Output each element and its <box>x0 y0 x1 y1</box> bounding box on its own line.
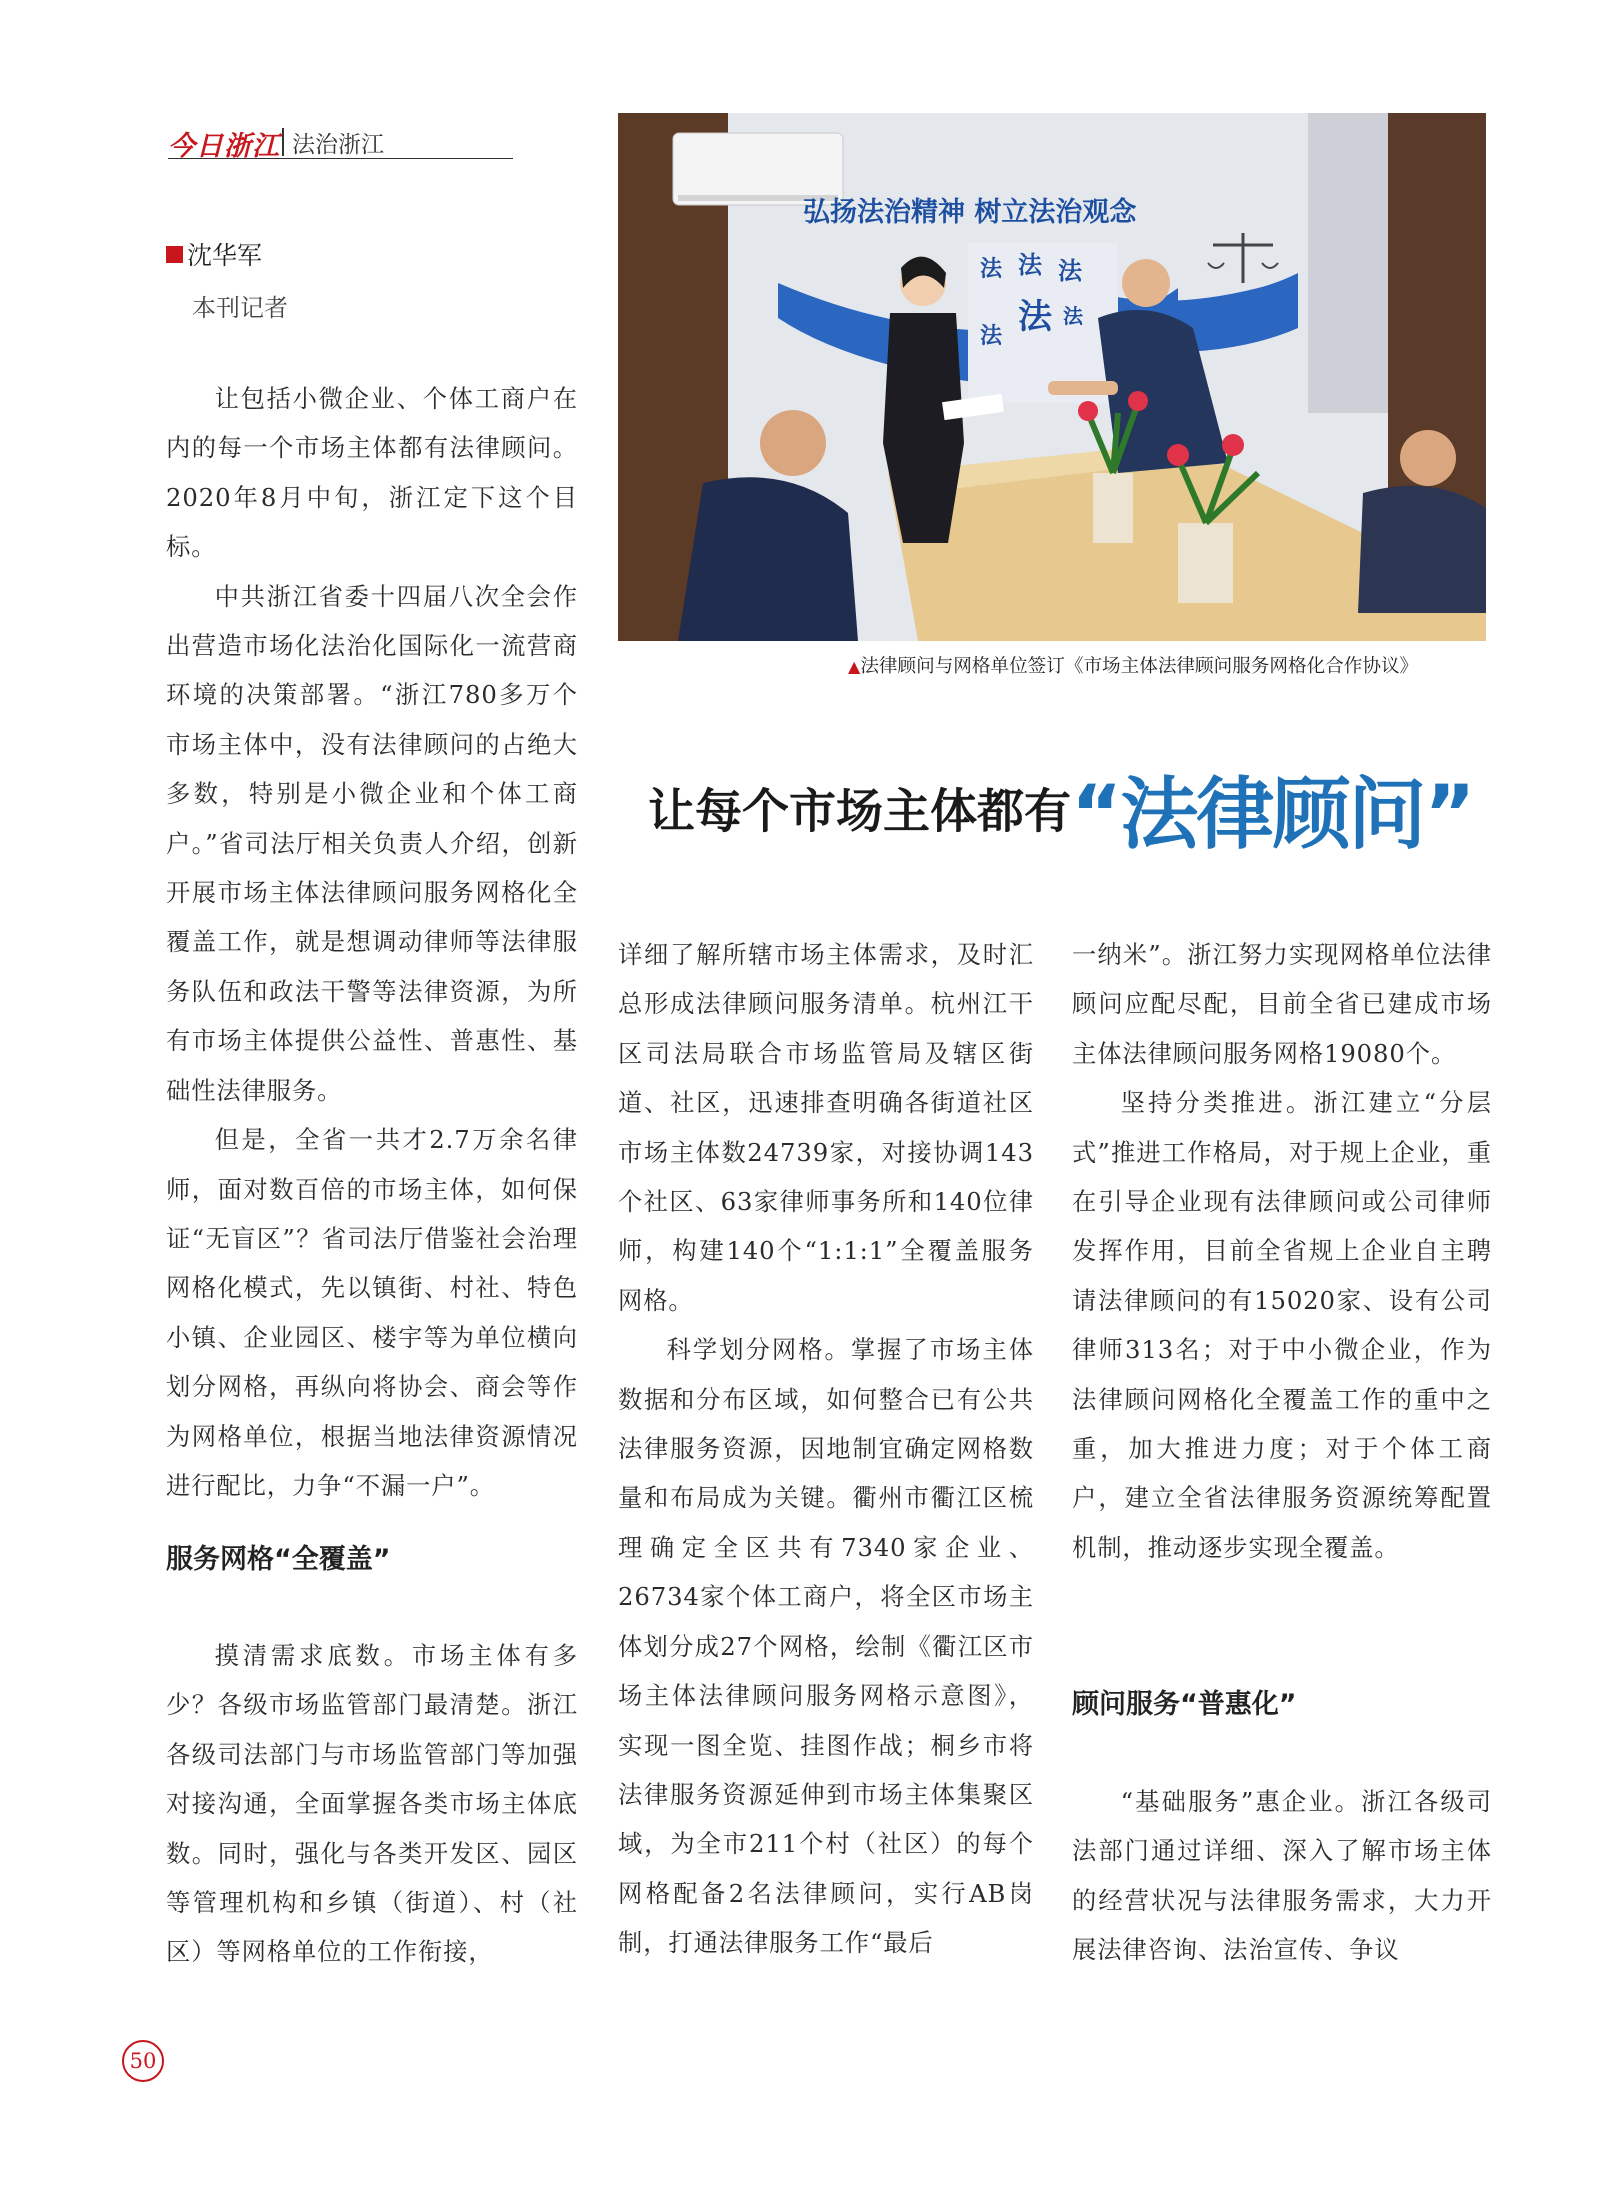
column-2 <box>618 930 1034 1968</box>
section-name: 法治浙江 <box>292 132 384 158</box>
caption-triangle-icon: ▲ <box>848 657 861 676</box>
article-photo <box>618 113 1486 641</box>
paragraph: 一纳米”。浙江努力实现网格单位法律顾问应配尽配，目前全省已建成市场主体法律顾问服务网格19080个。 <box>1072 940 1492 1068</box>
section-heading: 服务网格“全覆盖” <box>166 1544 391 1575</box>
title-accent: “法律顾问” <box>1071 770 1474 860</box>
section-heading: 顾问服务“普惠化” <box>1072 1689 1297 1720</box>
paragraph: 中共浙江省委十四届八次全会作出营造市场化法治化国际化一流营商环境的决策部署。“浙江780多万个市场主体中，没有法律顾问的占绝大多数，特别是小微企业和个体工商户。”省司法厅相关负责人介绍，创新开展市场主体法律顾问服务网格化全覆盖工作，就是想调动律师等法律服务队伍和政法干警等法律资源，为所有市场主体提供公益性、普惠性、基础性法律服务。 <box>166 581 578 1105</box>
paragraph: 但是，全省一共才2.7万余名律师，面对数百倍的市场主体，如何保证“无盲区”？省司法厅借鉴社会治理网格化模式，先以镇街、村社、特色小镇、企业园区、楼宇等为单位横向划分网格，再纵向将协会、商会等作为网格单位，根据当地法律资源情况进行配比，力争“不漏一户”。 <box>166 1125 578 1500</box>
paragraph: 坚持分类推进。浙江建立“分层式”推进工作格局，对于规上企业，重在引导企业现有法律顾问或公司律师发挥作用，目前全省规上企业自主聘请法律顾问的有15020家、设有公司律师313名；对于中小微企业，作为法律顾问网格化全覆盖工作的重中之重，加大推进力度；对于个体工商户，建立全省法律服务资源统筹配置机制，推动逐步实现全覆盖。 <box>1072 1088 1492 1562</box>
section-heading-service-grid <box>166 1535 391 1584</box>
author-marker <box>166 246 183 263</box>
paragraph: 详细了解所辖市场主体需求，及时汇总形成法律顾问服务清单。杭州江干区司法局联合市场监管局及辖区街道、社区，迅速排查明确各街道社区市场主体数24739家，对接协调143个社区、63家律师事务所和140位律师，构建140个“1:1:1”全覆盖服务网格。 <box>618 940 1034 1315</box>
paragraph: 让包括小微企业、个体工商户在内的每一个市场主体都有法律顾问。2020年8月中旬，浙江定下这个目标。 <box>166 384 578 562</box>
column-3-lower <box>1072 1777 1492 1975</box>
wall-char: 法 <box>1018 297 1052 337</box>
column-3 <box>1072 930 1492 1572</box>
paragraph: “基础服务”惠企业。浙江各级司法部门通过详细、深入了解市场主体的经营状况与法律服务需求，大力开展法律咨询、法治宣传、争议 <box>1072 1787 1492 1965</box>
wall-char: 法 <box>1058 256 1082 285</box>
wall-char: 法 <box>980 323 1003 349</box>
author-name: 沈华军 <box>187 241 263 270</box>
header-divider <box>282 128 284 156</box>
column-1-lower <box>166 1631 578 1977</box>
section-heading-advisory-service <box>1072 1680 1297 1729</box>
paragraph: 科学划分网格。掌握了市场主体数据和分布区域，如何整合已有公共法律服务资源，因地制宜确定网格数量和布局成为关键。衢州市衢江区梳理确定全区共有7340家企业、26734家个体工商户，将全区市场主体划分成27个网格，绘制《衢江区市场主体法律顾问服务网格示意图》，实现一图全览、挂图作战；桐乡市将法律服务资源延伸到市场主体集聚区域，为全市211个村（社区）的每个网格配备2名法律顾问，实行AB岗制，打通法律服务工作“最后 <box>618 1335 1034 1958</box>
paragraph: 摸清需求底数。市场主体有多少？各级市场监管部门最清楚。浙江各级司法部门与市场监管部门等加强对接沟通，全面掌握各类市场主体底数。同时，强化与各类开发区、园区等管理机构和乡镇（街道）、村（社区）等网格单位的工作衔接， <box>166 1641 578 1967</box>
running-header <box>168 124 513 162</box>
wall-char: 法 <box>1018 250 1042 279</box>
brand-logo: 今日浙江 <box>168 131 280 162</box>
column-1-upper <box>166 374 578 1510</box>
wall-char: 法 <box>980 256 1003 282</box>
page-number: 50 <box>122 2040 164 2082</box>
author-role: 本刊记者 <box>192 294 288 322</box>
caption-text: 法律顾问与网格单位签订《市场主体法律顾问服务网格化合作协议》 <box>860 656 1419 677</box>
title-main: 让每个市场主体都有 <box>648 784 1071 840</box>
article-title <box>648 752 1488 860</box>
photo-caption <box>618 650 1486 684</box>
banner-slogan: 弘扬法治精神 树立法治观念 <box>803 197 1137 228</box>
wall-char: 法 <box>1063 304 1083 328</box>
